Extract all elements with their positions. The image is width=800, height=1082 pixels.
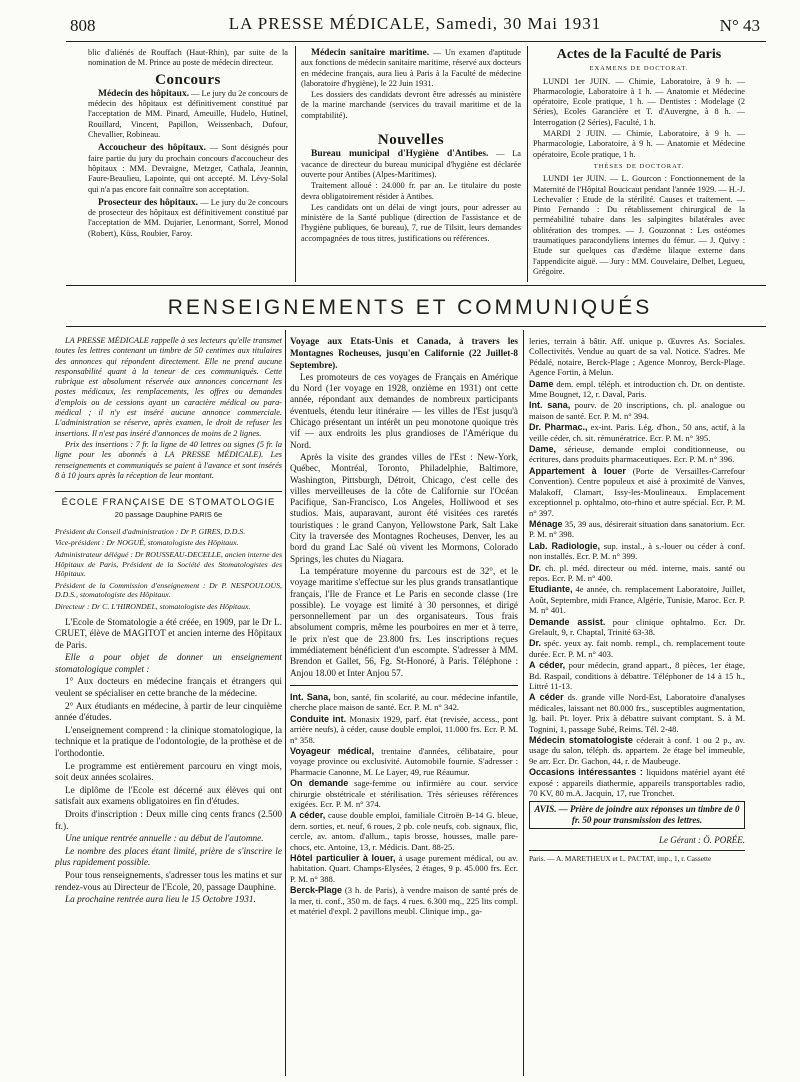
top-right-column bbox=[533, 48, 745, 283]
page-number: 808 bbox=[70, 16, 96, 35]
theses-item: LUNDI 1er JUIN. — L. Gourcon : Fonctionnement de la Maternité de l'Hôpital Boucicaut pendant l'année 1929. — H.-J. Lechevalier : Etude de la stérilité. Causes et traitement. — Pinto Fernando : Du rétablissement chirurgical de la perméabilité tubaire dans les salpingites bilatérales avec oblitération des trompes. — J. Gouzonnat : Les ostéomes traumatiques paracondyliens internes du fémur. — J. Quivy : Etude sur quelques cas d'ædème lilaque externe dans l'appendicite aiguë. — Jury : MM. Couvelaire, Delbet, Legueu, Grégoire. bbox=[533, 174, 745, 276]
ecole-para: L'enseignement comprend : la clinique stomatologique, la technique et la pratique de l'odontologie, de la prothèse et de l'orthodontie. bbox=[55, 725, 282, 760]
sanitaire-item: Médecin sanitaire maritime. — Un examen d'aptitude aux fonctions de médecin sanitaire maritime, réservé aux docteurs en médecine français, aura lieu à Paris à la Faculté de médecine (laboratoire d'hygiène), le 22 Juin 1931. bbox=[301, 48, 521, 88]
classified-ad: Berck-Plage (3 h. de Paris), à vendre maison de santé prés de la mer, ti. conf., 350 m. de façs. 4 rues. 6.300 mq., 225 lits compl. et matériel d'expl. 2 pavillons meubl. Clinique imp., ga- bbox=[290, 885, 518, 917]
voyage-item: Voyage aux Etats-Unis et Canada, à travers les Montagnes Rocheuses, jusqu'en Californie (22 Juillet-8 Septembre). bbox=[290, 336, 518, 370]
issue-number: N° 43 bbox=[719, 16, 760, 35]
journal-title: LA PRESSE MÉDICALE, Samedi, 30 Mai 1931 bbox=[228, 14, 602, 33]
nouvelles-title: Nouvelles bbox=[377, 132, 445, 149]
right-column bbox=[529, 336, 745, 1076]
ecole-para: Le programme est entièrement parcouru en vingt mois, soit deux années scolaires. bbox=[55, 761, 282, 784]
ecole-para: L'Ecole de Stomatologie a été créée, en 1909, par le Dr L. CRUET, élève de MAGITOT et ancien interne des Hôpitaux de Paris. bbox=[55, 617, 282, 651]
ecole-para: Elle a pour objet de donner un enseignement stomatologique complet : bbox=[55, 653, 282, 675]
top-middle-column bbox=[301, 48, 521, 283]
ecole-para: 1° Aux docteurs en médecine français et étrangers qui veulent se spécialiser en cette branche de la médecine. bbox=[55, 677, 282, 700]
divider bbox=[290, 685, 518, 686]
staff-line: Directeur : Dr C. L'HIRONDEL, stomatologiste des Hôpitaux. bbox=[55, 601, 251, 611]
exam-subhead: EXAMENS DE DOCTORAT. bbox=[589, 65, 689, 73]
concours-title: Concours bbox=[155, 71, 221, 88]
section-rule bbox=[66, 285, 766, 286]
prices-text: Prix des insertions : 7 fr. la ligne de 40 lettres ou signes (5 fr. la ligne pour les abonnés à LA PRESSE MÉDICALE). Les renseignements et communiqués se paient à l'avance et sont insérés 8 à 10 jours après la réception de leur montant. bbox=[55, 439, 282, 480]
classified-ad: Dr. Pharmac., ex-int. Paris. Lég. d'hon., 50 ans, actif, à la veille céder, ch. sit. rémunératrice. Ecr. P. M. n° 395. bbox=[529, 422, 745, 443]
classified-ad: A céder, cause double emploi, familiale Citroën B-14 G. bleue, dern. sorties, et. neuf, 6 roues, 2 pb. cole neufs, cob. signaux, flic, cercle, av. antom. d'allum., tapis brosse, housses, malle pare-chocs, etc. Antoine, 13, r. Médicis. Dant. 88-25. bbox=[290, 810, 518, 852]
column-divider bbox=[527, 46, 528, 282]
classified-ad: Dr. ch. pl. méd. directeur ou méd. interne, mais. santé ou repos. Ecr. P. M. n° 400. bbox=[529, 562, 745, 583]
ecole-para: Pour tous renseignements, s'adresser tous les matins et sur rendez-vous au Directeur de l'Ecole, 20, passage Dauphine. bbox=[55, 870, 282, 893]
gerant-signature: Le Gérant : Ö. PORÉE. bbox=[659, 835, 745, 846]
classified-ad: Int. sana, pourv. de 20 inscriptions, ch. pl. analogue ou maison de santé. Ecr. P. M. n° 394. bbox=[529, 400, 745, 421]
ecole-address: 20 passage Dauphine PARIS 6e bbox=[114, 510, 223, 520]
banner-rule bbox=[66, 326, 766, 327]
left-column bbox=[55, 336, 282, 1076]
avis-box: AVIS. — Prière de joindre aux réponses un timbre de 0 fr. 50 pour transmission des lettres. bbox=[529, 801, 745, 829]
notice-text: LA PRESSE MÉDICALE rappelle à ses lecteurs qu'elle transmet toutes les lettres contenant un timbre de 50 centimes aux titulaires des annonces qui répondent directement. Elle ne prend aucune responsabilité quant à la teneur de ces communiqués. Cette rubrique est absolument réservée aux annonces concernant les postes médicaux, les remplacements, les offres ou demandes d'emplois ou de cessions ayant un caractère médical ou para-médical ; il n'y est inséré aucune annonce commerciale. L'administration se réserve, après examen, le droit de refuser les insertions. Il n'est pas inséré d'annonces de moins de 2 lignes. bbox=[55, 336, 282, 438]
classified-ad: Conduite int. Monasix 1929, parf. état (revisée, access., pont arrière neufs), à céder, cause double emploi, 11.000 frs. Ecr. P. M. n° 358. bbox=[290, 713, 518, 745]
header-rule bbox=[66, 41, 766, 42]
staff-line: Président du Conseil d'administration : Dr P. GIRES, D.D.S. bbox=[55, 526, 246, 536]
classified-ad: Ménage 35, 39 aus, désirerait situation dans sanatorium. Ecr. P. M. n° 398. bbox=[529, 518, 745, 540]
voyage-para: La température moyenne du parcours est de 32°, et le voyage maritime s'effectue sur les plus grands transatlantique français, l'Ile de France et Le Paris en seconde classe (1re possible). Le voyage est limité à 30 personnes, et dirigé personnellement par un des organisateurs. Tous frais absolument compris, même les pourboires en mer et à terre, le prix n'est que de 23.800 frs. Les inscriptions reçues immédiatement bénéficient d'un escompte. S'adresser à MM. Brendon et Gallet, 56, Fg. St-Honoré, à Paris. Téléphone : Anjou 18.00 et Inter Anjou 57. bbox=[290, 565, 518, 678]
voyage-para: Les promoteurs de ces voyages de Français en Amérique du Nord (1er voyage en 1928, onzième en 1931) ont cette année, répondant aux demandes de nombreux participants éventuels, étendu leur itinéraire — les villes de l'Est jusqu'à Chicago présentant un intérêt un peu monotone quoique très vif — aux endroits les plus grandioses de l'Amérique du Nord. bbox=[290, 371, 518, 450]
top-left-column bbox=[88, 48, 288, 283]
classified-ad: Médecin stomatologiste céderait à conf. 1 ou 2 p., av. usage du salon, téléph. ds. appartem. 2e étage bel immeuble, 9e arr. Ecr. Dr. Gachon, 44, r. de Maubeuge. bbox=[529, 735, 745, 766]
classified-ad: Lab. Radiologie, sup. instal., à s.-louer ou céder à conf. non installés. Ecr. P. M. n° 399. bbox=[529, 540, 745, 562]
ecole-para: Une unique rentrée annuelle : au début de l'automne. bbox=[65, 834, 264, 845]
intro-text: blic d'aliénés de Rouffach (Haut-Rhin), par suite de la nomination de M. Prince au poste de médecin directeur. bbox=[88, 48, 288, 68]
ecole-para: La prochaine rentrée aura lieu le 15 Octobre 1931. bbox=[65, 895, 256, 906]
antibes-item: Bureau municipal d'Hygiène d'Antibes. — La vacance de directeur du bureau municipal d'hygiène est déclarée ouverte pour Antibes (Alpes-Maritimes). bbox=[301, 149, 521, 179]
section-banner: RENSEIGNEMENTS ET COMMUNIQUÉS bbox=[167, 296, 653, 319]
classified-ad: Dame dem. empl. téléph. et introduction ch. Dr. on dentiste. Mme Bougnet, 12, r. Daval, Paris. bbox=[529, 378, 745, 400]
theses-subhead: THÈSES DE DOCTORAT. bbox=[593, 162, 685, 170]
divider bbox=[55, 491, 282, 492]
staff-line: Administrateur délégué : Dr ROUSSEAU-DECELLE, ancien interne des Hôpitaux de Paris, Président de la Société des Stomatologistes des Hôpitaux. bbox=[55, 549, 282, 579]
concours-item: Médecin des hôpitaux. — Le jury du 2e concours de médecin des hôpitaux est définitivement constitué par l'acceptation de MM. Pinard, Ameuille, Hudelo, Hutinel, Rouillard, Vincent, Papillon, Weissenbach, Dufour, Chevallier, Robineau. bbox=[88, 88, 288, 140]
classified-ad: On demande sage-femme ou infirmière au cour. service chirurgie obstétricale et stérilisation. Très sérieuses références exigées. Ecr. P. M. n° 374. bbox=[290, 778, 518, 809]
classified-continuation: leries, terrain à bâtir. Aff. unique p. Œuvres As. Sociales. Collectivités. Vendue au quart de sa val. Notice. S'adres. Me Pédalé, notaire, Berck-Plage ; Agence Monroy, Berck-Plage. Agence Fortin, à Melun. bbox=[529, 336, 745, 378]
column-divider bbox=[295, 46, 296, 282]
exam-item: LUNDI 1er JUIN. — Chimie, Laboratoire, à 9 h. — Pharmacologie, Laboratoire à 1 h. — Anatomie et Médecine opératoire, Ecole pratique, 1 h. — Dentistes : Modelage (2 Séries), Ecoles Garancière et T. d'Auvergne, à 8 h. — Interrogation (2 Séries), Faculté, 1 h. bbox=[533, 76, 745, 127]
classified-ad: Dr. spéc. yeux ay. fait nomb. rempl., ch. remplacement toute durée. Ecr. P. M. n° 403. bbox=[529, 638, 745, 659]
divider bbox=[529, 850, 745, 851]
voyage-para: Après la visite des grandes villes de l'Est : New-York, Québec, Montréal, Toronto, Philadelphie, Baltimore, Washington, Pittsburgh, Détroit, Chicago, c'est celle des villes merveilleuses de la côte de Californie sur l'Océan Pacifique, San-Francisco, Los Angeles, Holliwood et ses studios. Mais, auparavant, auront été visitées ces raretés touristiques : le grand Canyon, Yellowstone Park, Salt Lake City la traversée des Montagnes Rocheuses, Denver, les au bord du grand Lac Salé où vivent les Mormons, Colorado Springs, les chutes du Niagara. bbox=[290, 451, 518, 564]
middle-column bbox=[290, 336, 518, 1076]
ecole-staff bbox=[55, 527, 282, 612]
ecole-para: 2° Aux étudiants en médecine, à partir de leur cinquième année d'études. bbox=[55, 701, 282, 724]
exam-item: MARDI 2 JUIN. — Chimie, Laboratoire, à 9 h. — Pharmacologie, Laboratoire, à 9 h. — Anatomie et Médecine opératoire, Ecole pratique, 1 h. bbox=[533, 129, 745, 159]
concours-item: Prosecteur des hôpitaux. — Le jury du 2e concours de prosecteur des hôpitaux est définitivement constitué par l'acceptation de MM. Dujarier, Lenormant, Sorrel, Monod (Robert), Küss, Roubier, Faroy. bbox=[88, 197, 288, 238]
column-divider bbox=[523, 330, 524, 1076]
faculte-title: Actes de la Faculté de Paris bbox=[556, 48, 722, 62]
classified-ad: A céder, pour médecin, grand appart., 8 pièces, 1er étage, Bd. Raspail, conditions à débattre. Téléphoner de 14 à 15 h., Littré 11-13. bbox=[529, 660, 745, 691]
ecole-para: Le nombre des places étant limité, prière de s'inscrire le plus rapidement possible. bbox=[55, 846, 282, 869]
staff-line: Président de la Commission d'enseignement : Dr P. NESPOULOUS, D.D.S., stomatologiste des Hôpitaux. bbox=[55, 580, 282, 600]
ecole-para: Le diplôme de l'Ecole est décerné aux élèves qui ont satisfait aux examens obligatoires en fin d'études. bbox=[55, 785, 282, 808]
classified-ad: Etudiante, 4e année, ch. remplacement Laboratoire, Juillet, Août, Septembre, midi France, Algérie, Tunisie, Maroc. Ecr. P. M. n° 401. bbox=[529, 584, 745, 616]
column-divider bbox=[285, 330, 286, 1076]
classified-ad: Occasions intéressantes : liquidons matériel ayant été exposé : appareils diathermie, appareils transportables radio, 70 KV, 80 m.A. Jacquin, 17, rue Tronchet. bbox=[529, 767, 745, 799]
staff-line: Vice-président : Dr NOGUÉ, stomatologiste des Hôpitaux. bbox=[55, 538, 239, 548]
concours-item: Accoucheur des hôpitaux. — Sont désignés pour faire partie du jury du prochain concours d'accoucheur des hôpitaux : MM. Devraigne, Metzger, Cathala, Jeannin, Faure-Beaulieu, Lapointe, qui ont accepté. M. Lévy-Solal qui n'a pas encore fait connaître son acceptation. bbox=[88, 143, 288, 194]
printer-line: Paris. — A. MARETHEUX et L. PACTAT, imp., 1, r. Cassette bbox=[529, 853, 712, 863]
antibes-more: Les candidats ont un délai de vingt jours, pour adresser au ministère de la Santé publique (direction de l'assistance et de l'hygiène publiques, 6e bureau), 7, rue de Tilsitt, leurs demandes accompagnées de tous titres, justifications ou références. bbox=[301, 202, 521, 243]
ecole-title: ÉCOLE FRANÇAISE DE STOMATOLOGIE bbox=[61, 497, 276, 509]
antibes-more: Traitement alloué : 24.000 fr. par an. Le titulaire du poste devra obligatoirement résider à Antibes. bbox=[301, 181, 521, 201]
classified-ad: A céder ds. grande ville Nord-Est, Laboratoire d'analyses médicales, laissant net 80.000 frs., susceptibles augmentation, lg. bail. Pt. loyer. Prix à débattre suivant comptant. S. à M. Tognini, 1, passage Subé, Reims. Tél. 2-48. bbox=[529, 692, 745, 734]
page-header bbox=[70, 14, 760, 38]
classified-ad: Appartement à louer (Porte de Versailles-Carrefour Convention). Centre populeux et aisé à proximité de Vanves, Malakoff, Clamart, Issy-les-Moulineaux. Emplacement exceptionnel p. ophtalmo, oto-rhino et autre spécial. Ecr. P. M. n° 397. bbox=[529, 465, 745, 518]
classified-ad: Demande assist. pour clinique ophtalmo. Ecr. Dr. Grelault, 9, r. Chaptal, Trinité 63-38. bbox=[529, 616, 745, 637]
classified-ad: Voyageur médical, trentaine d'années, célibataire, pour voyage province ou exclusivité. Automobile fournie. S'adresser : Pharmacie Canonne, M. Le Layer, 49, rue Réaumur. bbox=[290, 745, 518, 777]
classified-ad: Hôtel particulier à louer, à usage purement médical, ou av. habitation. Quart. Champs-Elysées, 2 étages, 9 p. 45.000 frs. Ecr. P. M. n° 388. bbox=[290, 853, 518, 884]
sanitaire-more: Les dossiers des candidats devront être adressés au ministère de la marine marchande (services du travail maritime et de la comptabilité). bbox=[301, 90, 521, 120]
classified-ad: Int. Sana, bon, santé, fin scolarité, au cour. médecine infantile, cherche place maison de santé. Ecr. P. M. n° 342. bbox=[290, 691, 518, 713]
classified-ad: Dame, sérieuse, demande emploi conditionneuse, ou écritures, dans produits pharmaceutiques. Ecr. P. M. n° 396. bbox=[529, 444, 745, 465]
ecole-para: Droits d'inscription : Deux mille cinq cents francs (2.500 fr.). bbox=[55, 810, 282, 832]
